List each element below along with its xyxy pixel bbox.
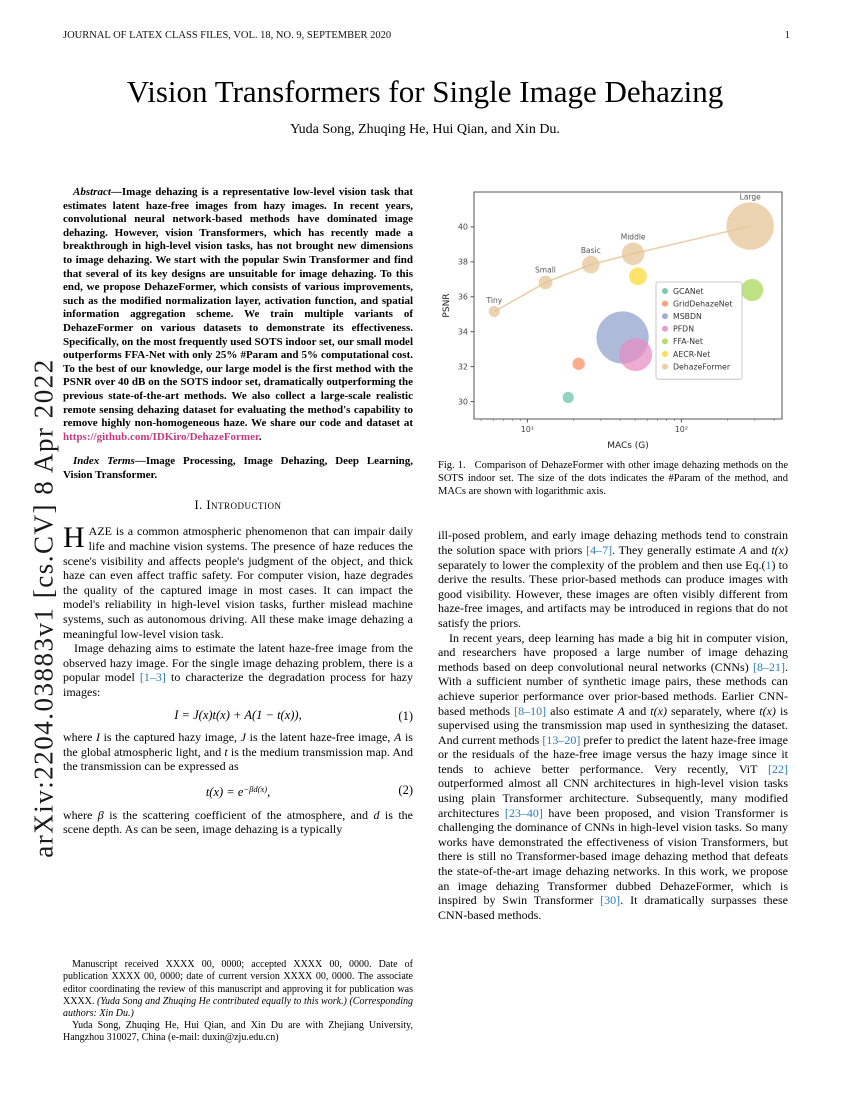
text-segment: A	[394, 730, 402, 745]
chart-point-DehazeFormer	[539, 276, 553, 290]
text-segment: where	[63, 730, 96, 745]
citation-link[interactable]: [22]	[768, 761, 788, 776]
text-segment: ) to derive the results. These prior-based methods can produce images with good visibility. However, these images are often visibly different from haze-free images, and artifacts may be introduced in regions that do not satisfy the priors.	[438, 557, 788, 630]
chart-point-PFDN	[619, 338, 652, 371]
figure-1-caption-text: Comparison of DehazeFormer with other image dehazing methods on the SOTS indoor set. The size of the dots indicates the #Param of the method, and MACs are shown with logarithmic axis.	[438, 460, 788, 497]
text-segment: In recent years, deep learning has made a big hit in computer vision, and researchers have proposed a large number of image dehazing methods based on deep convolutional neural networks (CNNs)	[438, 630, 788, 674]
text-segment: separately to lower the complexity of the problem and then use Eq.(	[438, 557, 766, 572]
equation-2-body	[206, 785, 270, 799]
y-tick-label: 36	[457, 292, 468, 302]
abstract-paragraph	[63, 186, 413, 444]
legend-label-PFDN: PFDN	[673, 324, 695, 334]
equation-2-number: (2)	[398, 782, 413, 797]
text-segment: have been proposed, and vision Transformer is challenging the dominance of CNNs in high-level vision tasks. So many works have demonstrated the effectiveness of vision Transformers, but there is still no Transformer-based image dehazing method that defeats the state-of-the-art image dehazing networks. In this work, we propose an image dehazing Transformer dubbed DehazeFormer, which is inspired by Swin Transformer	[438, 805, 789, 908]
legend-label-DehazeFormer: DehazeFormer	[673, 362, 731, 372]
text-segment: t(x)	[650, 703, 667, 718]
text-segment: ,	[267, 784, 271, 799]
text-segment: −βd(x)	[243, 783, 268, 794]
paragraph-intro-1	[63, 521, 413, 641]
figure-1-caption-label: Fig. 1.	[438, 460, 466, 471]
y-tick-label: 38	[457, 257, 468, 267]
legend-marker-FFA-Net	[662, 338, 668, 344]
legend-marker-MSBDN	[662, 313, 668, 319]
text-segment: is the latent haze-free image,	[245, 730, 394, 745]
text-segment: . They generally estimate	[612, 542, 740, 557]
paper-title: Vision Transformers for Single Image Dehazing	[126, 74, 724, 109]
text-segment: is the medium transmission map. And the transmission can be expressed as	[63, 744, 413, 774]
footnote-affiliation	[63, 1020, 413, 1044]
journal-header-text: JOURNAL OF LATEX CLASS FILES, VOL. 18, NO. 9, SEPTEMBER 2020	[63, 30, 392, 41]
text-segment: Index Terms	[73, 455, 135, 468]
text-segment: t(x) = e	[205, 784, 244, 799]
citation-link[interactable]: [1–3]	[139, 670, 166, 685]
text-segment: is the captured hazy image,	[99, 730, 241, 745]
legend-label-AECR-Net: AECR-Net	[673, 349, 711, 359]
page-number: 1	[784, 30, 790, 41]
paragraph-intro-4	[63, 808, 413, 837]
text-segment: β	[97, 807, 104, 822]
footnote-manuscript	[63, 959, 413, 1019]
legend-label-GCANet: GCANet	[673, 286, 704, 296]
legend-marker-GCANet	[662, 288, 668, 294]
paragraph-intro-1-text	[63, 521, 413, 641]
text-segment: Abstract	[73, 186, 111, 198]
text-segment: Image dehazing aims to estimate the latent haze-free image from the observed hazy image. For the single image dehazing problem, there is a popular model	[63, 641, 413, 685]
text-segment: and	[746, 542, 772, 557]
x-tick-label: 10²	[674, 425, 689, 434]
index-terms-paragraph	[63, 455, 413, 482]
text-segment: .	[258, 430, 262, 443]
right-column	[438, 186, 788, 922]
citation-link[interactable]: [23–40]	[504, 805, 543, 820]
text-segment: A	[739, 542, 747, 557]
introduction-text	[63, 521, 413, 837]
paragraph-right-1	[438, 528, 788, 630]
text-segment: separately, where	[666, 703, 760, 718]
chart-point-DehazeFormer	[489, 306, 500, 317]
text-segment: —Image Processing, Image Dehazing, Deep Learning, Vision Transformer.	[63, 455, 413, 481]
chart-point-DehazeFormer	[727, 202, 774, 249]
text-segment: and	[624, 703, 651, 718]
chart-point-GridDehazeNet	[572, 358, 584, 370]
text-segment: . It dramatically surpasses these CNN-based methods.	[438, 893, 788, 922]
legend-label-FFA-Net: FFA-Net	[673, 337, 703, 347]
text-segment: I = J(x)t(x) + A(1 − t(x))	[174, 707, 299, 722]
x-axis-label: MACs (G)	[607, 441, 649, 451]
equation-2	[63, 782, 413, 800]
text-segment: is the scene depth. As can be seen, image dehazing is a typically	[63, 807, 413, 837]
y-tick-label: 32	[457, 362, 468, 372]
legend-marker-DehazeFormer	[662, 364, 668, 370]
legend-label-GridDehazeNet: GridDehazeNet	[673, 299, 733, 309]
text-segment: where	[63, 807, 98, 822]
paragraph-intro-2	[63, 641, 413, 699]
text-segment: t(x)	[771, 542, 788, 557]
figure-1-chart	[438, 186, 788, 451]
citation-link[interactable]: [4–7]	[586, 542, 613, 557]
equation-1-body	[174, 708, 301, 722]
text-segment: A	[617, 703, 625, 718]
left-column	[63, 186, 413, 1044]
url-link[interactable]: https://github.com/IDKiro/DehazeFormer	[63, 430, 259, 443]
y-axis-label: PSNR	[442, 293, 452, 318]
text-segment: is the global atmospheric light, and	[63, 730, 413, 759]
chart-point-GCANet	[563, 392, 574, 403]
fig1-scatter-svg	[438, 186, 788, 451]
text-segment: d	[373, 807, 380, 822]
section-heading-introduction: I. Introduction	[194, 498, 282, 513]
chart-point-AECR-Net	[629, 267, 647, 285]
text-segment: Yuda Song, Zhuqing He, Hui Qian, and Xin Du are with Zhejiang University, Hangzhou 310027, China (e-mail: duxin@zju.edu.cn)	[63, 1019, 413, 1043]
legend-marker-AECR-Net	[662, 351, 668, 357]
text-segment: I	[95, 730, 100, 745]
drop-cap: H	[63, 521, 85, 555]
x-tick-label: 10¹	[520, 425, 535, 434]
text-segment: ,	[298, 707, 302, 722]
chart-point-label: Basic	[580, 245, 601, 255]
chart-point-FFA-Net	[741, 279, 763, 301]
paragraph-intro-3	[63, 730, 413, 774]
text-segment: J	[240, 730, 246, 745]
citation-link[interactable]: [8–10]	[514, 703, 547, 718]
chart-point-DehazeFormer	[622, 243, 645, 266]
chart-point-label: Tiny	[486, 296, 503, 306]
figure-1-caption	[438, 460, 788, 498]
citation-link[interactable]: [13–20]	[542, 732, 581, 747]
chart-point-label: Small	[535, 265, 556, 275]
text-segment: is the scattering coefficient of the atmosphere, and	[103, 807, 374, 822]
arxiv-watermark: arXiv:2204.03883v1 [cs.CV] 8 Apr 2022	[28, 358, 59, 858]
y-tick-label: 30	[457, 397, 468, 407]
text-segment: (Yuda Song and Zhuqing He contributed equally to this work.) (Corresponding authors: Xin Du.)	[63, 995, 413, 1019]
text-segment: outperformed almost all CNN architectures in high-level vision tasks using plain Transformer architecture. Subsequently, many modified architectures	[438, 776, 788, 820]
legend-label-MSBDN: MSBDN	[673, 312, 702, 321]
text-segment: also estimate	[546, 703, 618, 718]
y-tick-label: 40	[457, 222, 468, 232]
y-tick-label: 34	[457, 327, 468, 337]
footnote-block	[63, 959, 413, 1044]
text-segment: AZE is a common atmospheric phenomenon that can impair daily life and machine vision systems. The presence of haze reduces the scene's visibility and affects people's judgment of the object, and thick haze can even affect traffic safety. For computer vision, haze degrades the quality of the captured image in most cases. It can impact the model's reliability in high-level vision tasks, further mislead machine systems, such as autonomous driving. All these make image dehazing a meaningful low-level vision task.	[63, 524, 413, 641]
text-segment: Manuscript received XXXX 00, 0000; accepted XXXX 00, 0000. Date of publication XXXX 00, 0000; date of current version XXXX 00, 0000. The associate editor coordinating the review of this manuscript and approving it for publication was XXXX.	[63, 959, 413, 1007]
citation-link[interactable]: [30]	[600, 893, 621, 908]
chart-point-label: Large	[739, 192, 761, 202]
legend-marker-GridDehazeNet	[662, 301, 668, 307]
text-segment: t	[224, 744, 228, 759]
citation-link[interactable]: 1	[765, 557, 772, 572]
text-segment: prefer to predict the latent haze-free image or the residuals of the haze-free image versus the hazy image since it tends to achieve better performance. Very recently, ViT	[438, 732, 789, 776]
equation-1-number: (1)	[398, 708, 413, 723]
right-column-text	[438, 528, 788, 922]
text-segment: ill-posed problem, and early image dehazing methods tend to constrain the solution space with priors	[438, 528, 788, 557]
paragraph-right-2	[438, 631, 788, 923]
text-segment: —Image dehazing is a representative low-level vision task that estimates latent haze-free images from hazy images. In recent years, convolutional neural network-based methods have dominated image dehazing. However, vision Transformers, which has recently made a breakthrough in high-level vision tasks, has not brought new dimensions to image dehazing. We start with the popular Swin Transformer and find that several of its key designs are unsuitable for image dehazing. To this end, we propose DehazeFormer, which consists of various improvements, such as the modified normalization layer, activation function, and spatial information aggregation scheme. We train multiple variants of DehazeFormer on various datasets to demonstrate its effectiveness. Specifically, on the most frequently used SOTS indoor set, our small model outperforms FFA-Net with only 25% #Param and 5% computational cost. To the best of our knowledge, our large model is the first method with the PSNR over 40 dB on the SOTS indoor set, dramatically outperforming the previous state-of-the-art methods. We also collect a large-scale realistic remote sensing dehazing dataset for evaluating the method's capability to remove highly non-homogeneous haze. We share our code and dataset at	[63, 186, 413, 430]
chart-point-label: Middle	[620, 232, 646, 242]
text-segment: is supervised using the transmission map used in synthesizing the dataset. And current methods	[438, 703, 788, 747]
running-header	[63, 30, 790, 41]
legend-marker-PFDN	[662, 326, 668, 332]
citation-link[interactable]: [8–21]	[753, 659, 785, 674]
text-segment: to characterize the degradation process for hazy images:	[63, 670, 413, 699]
chart-point-DehazeFormer	[582, 256, 600, 274]
authors-line: Yuda Song, Zhuqing He, Hui Qian, and Xin Du.	[290, 122, 560, 137]
equation-1	[63, 708, 413, 723]
text-segment: t(x)	[759, 703, 776, 718]
text-segment: . With a sufficient number of synthetic image pairs, these methods can achieve superior performance over prior-based methods. Earlier CNN-based methods	[438, 659, 788, 718]
